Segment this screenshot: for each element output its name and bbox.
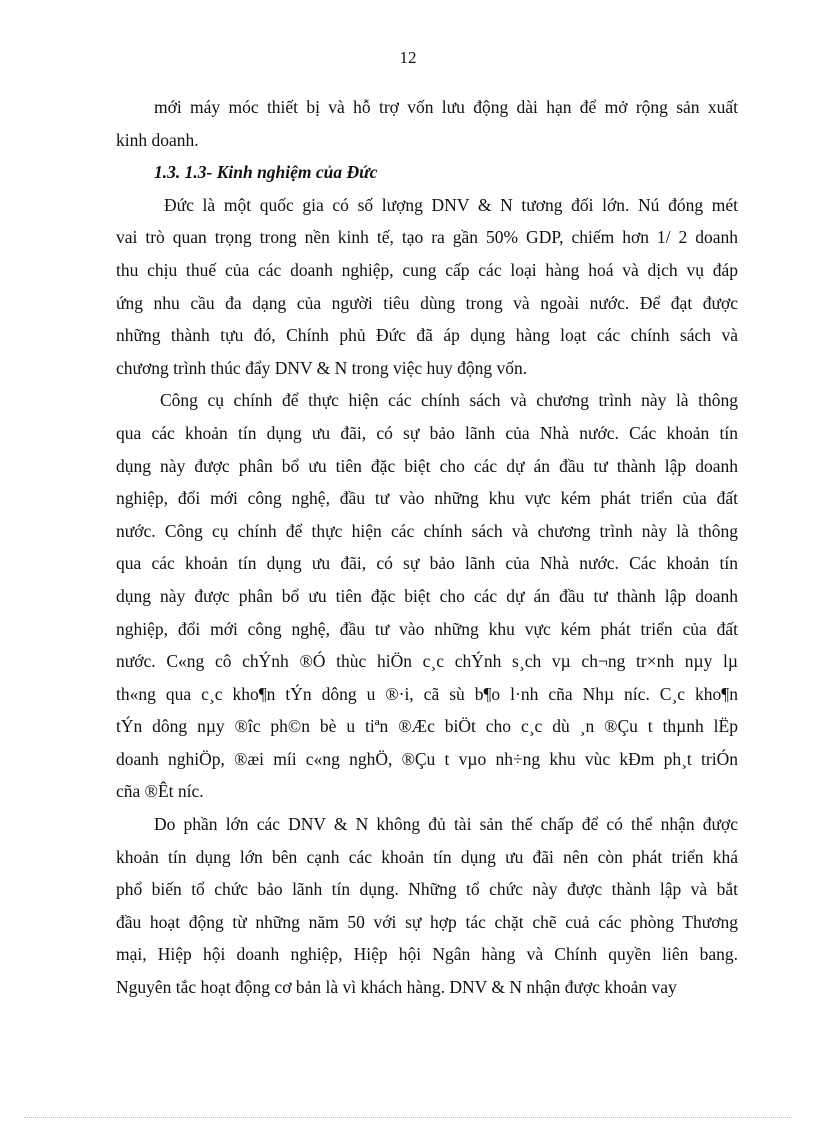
text-line: dụng này được phân bổ ưu tiên đặc biệt cho các dự án đầu tư thành lập doanh: [116, 455, 738, 476]
paragraph-3: [116, 808, 738, 1004]
text-line: nghiệp, đổi mới công nghệ, đầu tư vào những khu vực kém phát triển của đất: [116, 618, 738, 639]
text-line: Nguyên tắc hoạt động cơ bản là vì khách hàng. DNV & N nhận được khoản vay: [116, 977, 677, 998]
paragraph-2: [116, 384, 738, 808]
text-line: ứng nhu cầu đa dạng của người tiêu dùng trong và ngoài nước. Để đạt được: [116, 292, 738, 313]
section-heading: 1.3. 1.3- Kinh nghiệm của Đức: [154, 162, 378, 183]
text-line: những thành tựu đó, Chính phủ Đức đã áp dụng hàng loạt các chính sách và: [116, 325, 738, 346]
carry-over-paragraph: [116, 91, 738, 156]
page-number: 12: [399, 48, 417, 67]
text-line: mại, Hiệp hội doanh nghiệp, Hiệp hội Ngân hàng và Chính quyền liên bang.: [116, 944, 738, 965]
text-line: phổ biến tổ chức bảo lãnh tín dụng. Những tổ chức này được thành lập và bắt: [116, 879, 738, 900]
text-line: dụng này được phân bổ ưu tiên đặc biệt cho các dự án đầu tư thành lập doanh: [116, 585, 738, 606]
paragraph-1: [116, 189, 738, 385]
text-line: vai trò quan trọng trong nền kinh tế, tạo ra gần 50% GDP, chiếm hơn 1/ 2 doanh: [116, 227, 738, 248]
text-line: cña ®Êt níc.: [116, 781, 204, 802]
text-line: th«ng qua c¸c kho¶n tÝn dông u ®·i, cã sù b¶o l·nh cña Nhµ níc. C¸c kho¶n: [116, 683, 738, 704]
body-text: [116, 91, 738, 1004]
text-line: chương trình thúc đẩy DNV & N trong việc huy động vốn.: [116, 357, 528, 378]
text-line: nghiệp, đổi mới công nghệ, đầu tư vào những khu vực kém phát triển của đất: [116, 488, 738, 509]
text-line: khoản tín dụng lớn bên cạnh các khoản tín dụng ưu đãi nên còn phát triển khá: [116, 846, 738, 867]
text-line: Công cụ chính để thực hiện các chính sách và chương trình này là thông: [160, 390, 738, 411]
text-line: Do phần lớn các DNV & N không đủ tài sản thế chấp để có thể nhận được: [154, 814, 738, 835]
text-line: thu chịu thuế của các doanh nghiệp, cung cấp các loại hàng hoá và dịch vụ đáp: [116, 259, 738, 280]
text-line: mới máy móc thiết bị và hỗ trợ vốn lưu động dài hạn để mở rộng sản xuất: [154, 97, 738, 117]
text-line: doanh nghiÖp, ®æi míi c«ng nghÖ, ®Çu t vµo nh÷ng khu vùc kÐm ph¸t triÓn: [116, 748, 738, 769]
text-line: đầu hoạt động từ những năm 50 với sự hợp tác chặt chẽ cuả các phòng Thương: [116, 911, 738, 932]
text-line: Đức là một quốc gia có số lượng DNV & N tương đối lớn. Nú đóng mét: [164, 194, 738, 215]
text-line: qua các khoản tín dụng ưu đãi, có sự bảo lãnh của Nhà nước. Các khoản tín: [116, 553, 738, 574]
text-line: tÝn dông nµy ®îc ph©n bè u tiªn ®Æc biÖt cho c¸c dù ¸n ®Çu t thµnh lËp: [116, 716, 738, 737]
text-line: qua các khoản tín dụng ưu đãi, có sự bảo lãnh của Nhà nước. Các khoản tín: [116, 422, 738, 443]
page-bottom-divider: [24, 1117, 792, 1118]
text-line: kinh doanh.: [116, 129, 199, 150]
text-line: nước. C«ng cô chÝnh ®Ó thùc hiÖn c¸c chÝnh s¸ch vµ ch¬ng tr×nh nµy lµ: [116, 651, 738, 672]
text-line: nước. Công cụ chính để thực hiện các chính sách và chương trình này là thông: [116, 520, 738, 541]
